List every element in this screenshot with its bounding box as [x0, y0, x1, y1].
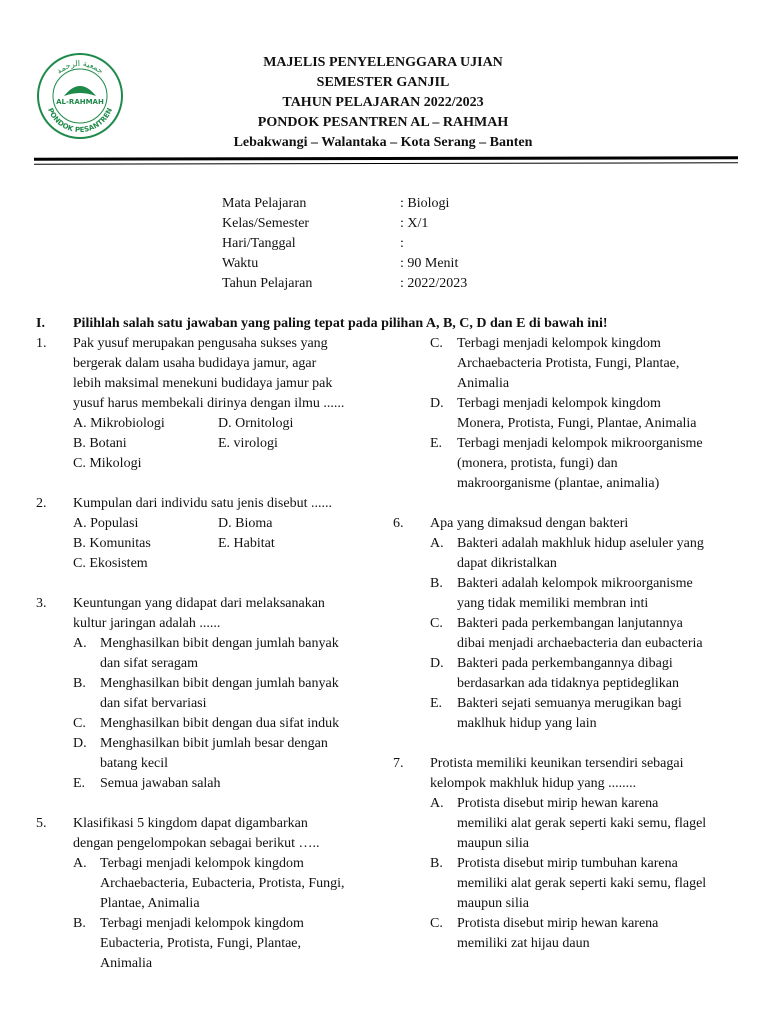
- option-b[interactable]: B. Menghasilkan bibit dengan jumlah banyak dan sifat bervariasi: [73, 676, 339, 711]
- logo-inner-ring: [53, 69, 107, 123]
- question-1: [36, 334, 376, 474]
- question-7: [393, 754, 743, 954]
- option-a[interactable]: A. Bakteri adalah makhluk hidup aseluler yang dapat dikristalkan: [430, 536, 704, 571]
- option-d[interactable]: D. Bakteri pada perkembangannya dibagi berdasarkan ada tidaknya peptideglikan: [430, 656, 679, 691]
- option-c[interactable]: C. Protista disebut mirip hewan karena memiliki zat hijau daun: [430, 916, 659, 951]
- option-c[interactable]: C. Ekosistem: [73, 556, 148, 571]
- header-line-3: TAHUN PELAJARAN 2022/2023: [282, 95, 484, 110]
- option-e[interactable]: E. virologi: [218, 436, 278, 451]
- option-a[interactable]: A. Protista disebut mirip hewan karena memiliki alat gerak seperti kaki semu, flagel maupun silia: [430, 796, 707, 851]
- option-b[interactable]: B. Bakteri adalah kelompok mikroorganisme yang tidak memiliki membran inti: [430, 576, 693, 611]
- info-label: Tahun Pelajaran: [222, 276, 313, 291]
- question-text: Apa yang dimaksud dengan bakteri: [430, 516, 629, 531]
- info-label: Kelas/Semester: [222, 216, 310, 231]
- logo-name-text: AL-RAHMAH: [56, 98, 104, 106]
- option-b[interactable]: B. Botani: [73, 436, 127, 451]
- option-a[interactable]: A. Terbagi menjadi kelompok kingdom Archaebacteria, Eubacteria, Protista, Fungi, Plantae, Animalia: [73, 856, 345, 911]
- option-e[interactable]: E. Semua jawaban salah: [73, 776, 221, 791]
- question-text: Protista memiliki keunikan tersendiri sebagai kelompok makhluk hidup yang ........: [430, 756, 684, 791]
- option-d[interactable]: D. Bioma: [218, 516, 273, 531]
- question-number: 1.: [36, 336, 47, 351]
- info-label: Waktu: [222, 256, 259, 271]
- school-logo: [36, 52, 124, 140]
- option-d[interactable]: D. Ornitologi: [218, 416, 294, 431]
- logo-arc-top-text: جمعية الرحمة: [54, 58, 106, 76]
- question-2: [36, 494, 376, 574]
- option-e[interactable]: E. Habitat: [218, 536, 275, 551]
- info-value: :: [400, 236, 404, 251]
- header-divider-thin: [34, 162, 738, 164]
- info-value: : 2022/2023: [400, 276, 468, 291]
- answer-options: [73, 414, 376, 474]
- option-d[interactable]: D. Terbagi menjadi kelompok kingdom Monera, Protista, Fungi, Plantae, Animalia: [430, 396, 697, 431]
- question-number: 6.: [393, 516, 404, 531]
- option-b[interactable]: B. Protista disebut mirip tumbuhan karena memiliki alat gerak seperti kaki semu, flagel maupun silia: [430, 856, 707, 911]
- logo-leaf-icon: [64, 86, 96, 96]
- section-instruction-text: Pilihlah salah satu jawaban yang paling tepat pada pilihan A, B, C, D dan E di bawah ini!: [73, 316, 608, 331]
- option-c[interactable]: C. Menghasilkan bibit dengan dua sifat induk: [73, 716, 340, 731]
- option-c[interactable]: C. Mikologi: [73, 456, 142, 471]
- question-text: Kumpulan dari individu satu jenis disebut ......: [73, 496, 332, 511]
- question-text: Pak yusuf merupakan pengusaha sukses yang bergerak dalam usaha budidaya jamur, agar lebih maksimal menekuni budidaya jamur pak yusuf harus membekali dirinya dengan ilmu ......: [73, 336, 345, 411]
- answer-options: [73, 514, 376, 574]
- option-c[interactable]: C. Bakteri pada perkembangan lanjutannya dibai menjadi archaebacteria dan eubacteria: [430, 616, 703, 651]
- option-e[interactable]: E. Terbagi menjadi kelompok mikroorganisme (monera, protista, fungi) dan makroorganisme (plantae, animalia): [430, 436, 703, 491]
- option-a[interactable]: A. Populasi: [73, 516, 139, 531]
- header-line-1: MAJELIS PENYELENGGARA UJIAN: [263, 55, 503, 70]
- right-column: [393, 334, 743, 954]
- header-divider-thick: [34, 156, 738, 160]
- option-b[interactable]: B. Terbagi menjadi kelompok kingdom Eubacteria, Protista, Fungi, Plantae, Animalia: [73, 916, 304, 971]
- exam-header: [150, 53, 616, 153]
- option-b[interactable]: B. Komunitas: [73, 536, 151, 551]
- question-number: 7.: [393, 756, 404, 771]
- logo-arc-bottom-text: PONDOK PESANTREN: [45, 106, 115, 135]
- question-text: Keuntungan yang didapat dari melaksanakan kultur jaringan adalah ......: [73, 596, 325, 631]
- option-d[interactable]: D. Menghasilkan bibit jumlah besar dengan batang kecil: [73, 736, 328, 771]
- info-label: Mata Pelajaran: [222, 196, 307, 211]
- header-line-2: SEMESTER GANJIL: [316, 75, 450, 90]
- option-e[interactable]: E. Bakteri sejati semuanya merugikan bagi maklhuk hidup yang lain: [430, 696, 682, 731]
- info-label: Hari/Tanggal: [222, 236, 296, 251]
- question-6: [393, 514, 743, 734]
- option-a[interactable]: A. Mikrobiologi: [73, 416, 165, 431]
- question-number: 2.: [36, 496, 47, 511]
- question-number: 5.: [36, 816, 47, 831]
- header-line-4: PONDOK PESANTREN AL – RAHMAH: [257, 115, 509, 130]
- question-text: Klasifikasi 5 kingdom dapat digambarkan dengan pengelompokan sebagai berikut …..: [73, 816, 320, 851]
- question-3: [36, 594, 376, 794]
- info-value: : 90 Menit: [400, 256, 459, 271]
- question-5: [36, 814, 376, 974]
- info-value: : X/1: [400, 216, 429, 231]
- question-number: 3.: [36, 596, 47, 611]
- section-number: I.: [36, 316, 45, 331]
- option-c[interactable]: C. Terbagi menjadi kelompok kingdom Archaebacteria Protista, Fungi, Plantae, Animalia: [430, 336, 680, 391]
- left-column: [36, 334, 376, 974]
- option-a[interactable]: A. Menghasilkan bibit dengan jumlah banyak dan sifat seragam: [73, 636, 339, 671]
- question-5-continued: [393, 334, 743, 494]
- header-address: Lebakwangi – Walantaka – Kota Serang – Banten: [233, 135, 533, 150]
- info-value: : Biologi: [400, 196, 450, 211]
